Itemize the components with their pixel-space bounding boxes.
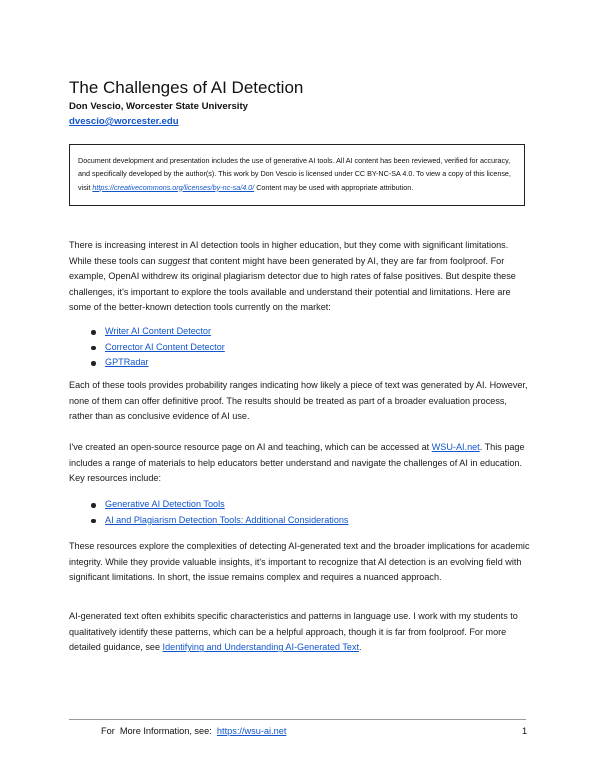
resource-text-b: . This page includes a range of materials to help educators better understand and navigate the challenges of AI in education. Key resources include: bbox=[69, 442, 525, 484]
wsu-ai-link[interactable]: WSU-AI.net bbox=[431, 442, 480, 452]
patterns-text-b: . bbox=[359, 642, 362, 653]
list-item bbox=[69, 355, 225, 371]
complexity-paragraph: These resources explore the complexities of detecting AI-generated text and the broader implications for academic integrity. While they provide valuable insights, it's important to recognize that AI detection is an evolving field with significant limitations. In short, the issue remains complex and requires a nuanced approach. bbox=[69, 541, 530, 583]
list-item bbox=[69, 513, 348, 529]
footer-info bbox=[101, 726, 286, 736]
patterns-paragraph bbox=[69, 609, 532, 656]
bullet-icon bbox=[91, 361, 96, 366]
list-item bbox=[69, 324, 225, 340]
intro-text-a: There is increasing interest in AI detection tools in higher education, but they come with significant limitations. While these tools can bbox=[69, 240, 509, 266]
page-number: 1 bbox=[522, 726, 528, 736]
resource-link-additional-considerations[interactable]: AI and Plagiarism Detection Tools: Additional Considerations bbox=[105, 514, 349, 525]
bullet-icon bbox=[91, 503, 96, 508]
footer-link[interactable]: https://wsu-ai.net bbox=[216, 726, 287, 736]
list-item bbox=[69, 497, 348, 513]
probability-paragraph: Each of these tools provides probability ranges indicating how likely a piece of text was generated by AI. However, none of them can offer definitive proof. The results should be treated as part of a broader evaluation process, rather than as conclusive evidence of AI use. bbox=[69, 380, 528, 422]
tool-link-gptradar[interactable]: GPTRadar bbox=[105, 357, 149, 368]
identifying-ai-text-link[interactable]: Identifying and Understanding AI-Generated Text bbox=[162, 642, 360, 653]
disclaimer-attribution: Content may be used with appropriate attribution. bbox=[256, 182, 414, 192]
tool-link-corrector[interactable]: Corrector AI Content Detector bbox=[105, 341, 225, 352]
author-line: Don Vescio, Worcester State University bbox=[69, 101, 248, 112]
detection-tools-list bbox=[69, 324, 225, 371]
resource-paragraph bbox=[69, 440, 532, 487]
bullet-icon bbox=[91, 346, 96, 351]
author-email-link[interactable]: dvescio@worcester.edu bbox=[69, 116, 179, 127]
disclaimer-text: Document development and presentation includes the use of generative AI tools. All AI content has been reviewed, verified for accuracy, and specifically developed by the author(s). This work by Don Vescio is licensed under CC BY-NC-SA 4.0. To view a copy of this license, visit bbox=[78, 156, 511, 192]
resource-link-detection-tools[interactable]: Generative AI Detection Tools bbox=[105, 499, 225, 509]
resource-text-a: I've created an open-source resource page on AI and teaching, which can be accessed at bbox=[69, 442, 430, 452]
patterns-text-a: AI-generated text often exhibits specific characteristics and patterns in language use. I work with my students to qualitatively identify these patterns, which can be a helpful approach, though it is far from foolproof. For more detailed guidance, see bbox=[69, 611, 518, 653]
footer-divider bbox=[69, 719, 526, 720]
bullet-icon bbox=[91, 519, 96, 524]
page-title: The Challenges of AI Detection bbox=[69, 78, 304, 97]
bullet-icon bbox=[91, 330, 96, 335]
disclaimer-box bbox=[69, 144, 525, 206]
tool-link-writer[interactable]: Writer AI Content Detector bbox=[105, 326, 211, 336]
footer-label: For More Information, see: bbox=[101, 726, 212, 736]
intro-text-b: that content might have been generated by AI, they are far from foolproof. For example, OpenAI withdrew its original plagiarism detector due to high rates of false positives. But despite these challenges, it's important to explore the tools available and understand their potential and limitations. Here are some of the better-known detection tools currently on the market: bbox=[69, 255, 516, 313]
intro-paragraph bbox=[69, 238, 532, 316]
license-link[interactable]: https://creativecommons.org/licenses/by-nc-sa/4.0/ bbox=[92, 182, 255, 192]
list-item bbox=[69, 340, 225, 356]
resources-list bbox=[69, 497, 348, 528]
intro-emphasis: suggest bbox=[157, 255, 190, 266]
